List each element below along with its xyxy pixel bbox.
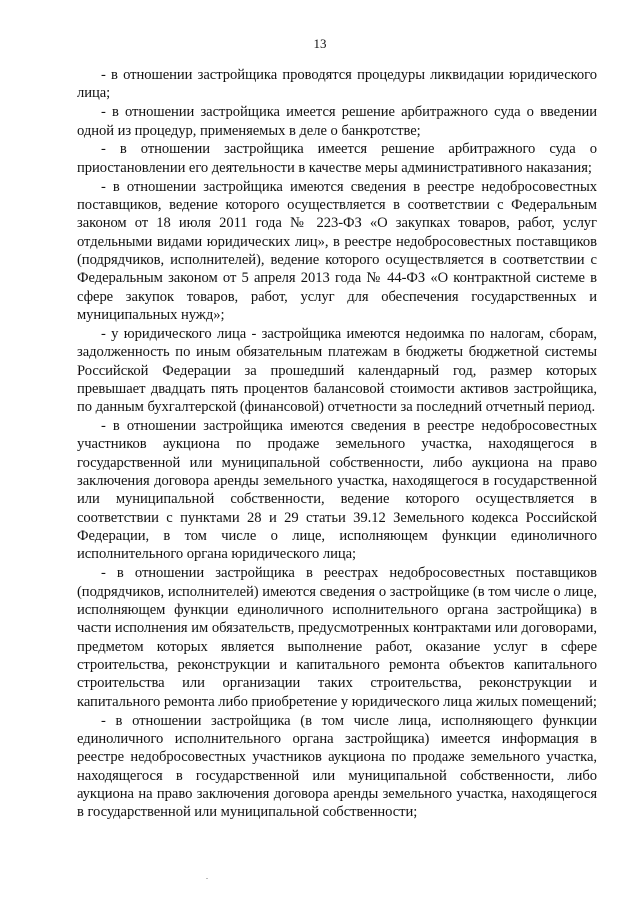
paragraph-unfair-suppliers-registry: - в отношении застройщика имеются сведения в реестре недобросовестных поставщиков, ведение которого осуществляется в соответствии с Федеральным законом от 18 июля 2011 года № 223-ФЗ «О закупках товаров, работ, услуг отдельными видами юридических лиц», в реестре недобросовестных поставщиков (подрядчиков, исполнителей), ведение которого осуществляется в соответствии с Федеральным законом от 5 апреля 2013 года № 44-ФЗ «О контрактной системе в сфере закупок товаров, работ, услуг для обеспечения государственных и муниципальных нужд»; [77,178,597,323]
paragraph-liquidation: - в отношении застройщика проводятся процедуры ликвидации юридического лица; [77,67,597,102]
document-body [77,66,597,822]
scan-speck [206,878,208,879]
paragraph-bankruptcy: - в отношении застройщика имеется решение арбитражного суда о введении одной из процедур, применяемых в деле о банкротстве; [77,104,597,139]
paragraph-auction-information: - в отношении застройщика (в том числе лица, исполняющего функции единоличного исполнительного органа застройщика) имеется информация в реестре недобросовестных участников аукциона по продаже земельного участка, находящегося в государственной или муниципальной собственности, либо аукциона на право заключения договора аренды земельного участка, находящегося в государственной или муниципальной собственности; [77,712,597,821]
page-number: 13 [313,36,327,51]
paragraph-tax-arrears: - у юридического лица - застройщика имеются недоимка по налогам, сборам, задолженность по иным обязательным платежам в бюджеты бюджетной системы Российской Федерации за прошедший календарный год, размер которых превышает двадцать пять процентов балансовой стоимости активов застройщика, по данным бухгалтерской (финансовой) отчетности за последний отчетный период. [77,325,597,416]
paragraph-suspension: - в отношении застройщика имеется решение арбитражного суда о приостановлении его деятельности в качестве меры административного наказания; [77,141,597,176]
paragraph-contractor-obligations: - в отношении застройщика в реестрах недобросовестных поставщиков (подрядчиков, исполнителей) имеются сведения о застройщике (в том числе о лице, исполняющем функции единоличного исполнительного органа застройщика) в части исполнения им обязательств, предусмотренных контрактами или договорами, предметом которых является выполнение работ, оказание услуг в сфере строительства, реконструкции и капитального ремонта объектов капитального строительства или организации таких строительства, реконструкции и капитального ремонта либо приобретение у юридического лица жилых помещений; [77,565,597,710]
paragraph-auction-participants-registry: - в отношении застройщика имеются сведения в реестре недобросовестных участников аукциона по продаже земельного участка, находящегося в государственной или муниципальной собственности, либо аукциона на право заключения договора аренды земельного участка, находящегося в государственной или муниципальной собственности, ведение которого осуществляется в соответствии с пунктами 28 и 29 статьи 39.12 Земельного кодекса Российской Федерации, в том числе о лице, исполняющем функции единоличного исполнительного органа юридического лица; [77,418,597,563]
